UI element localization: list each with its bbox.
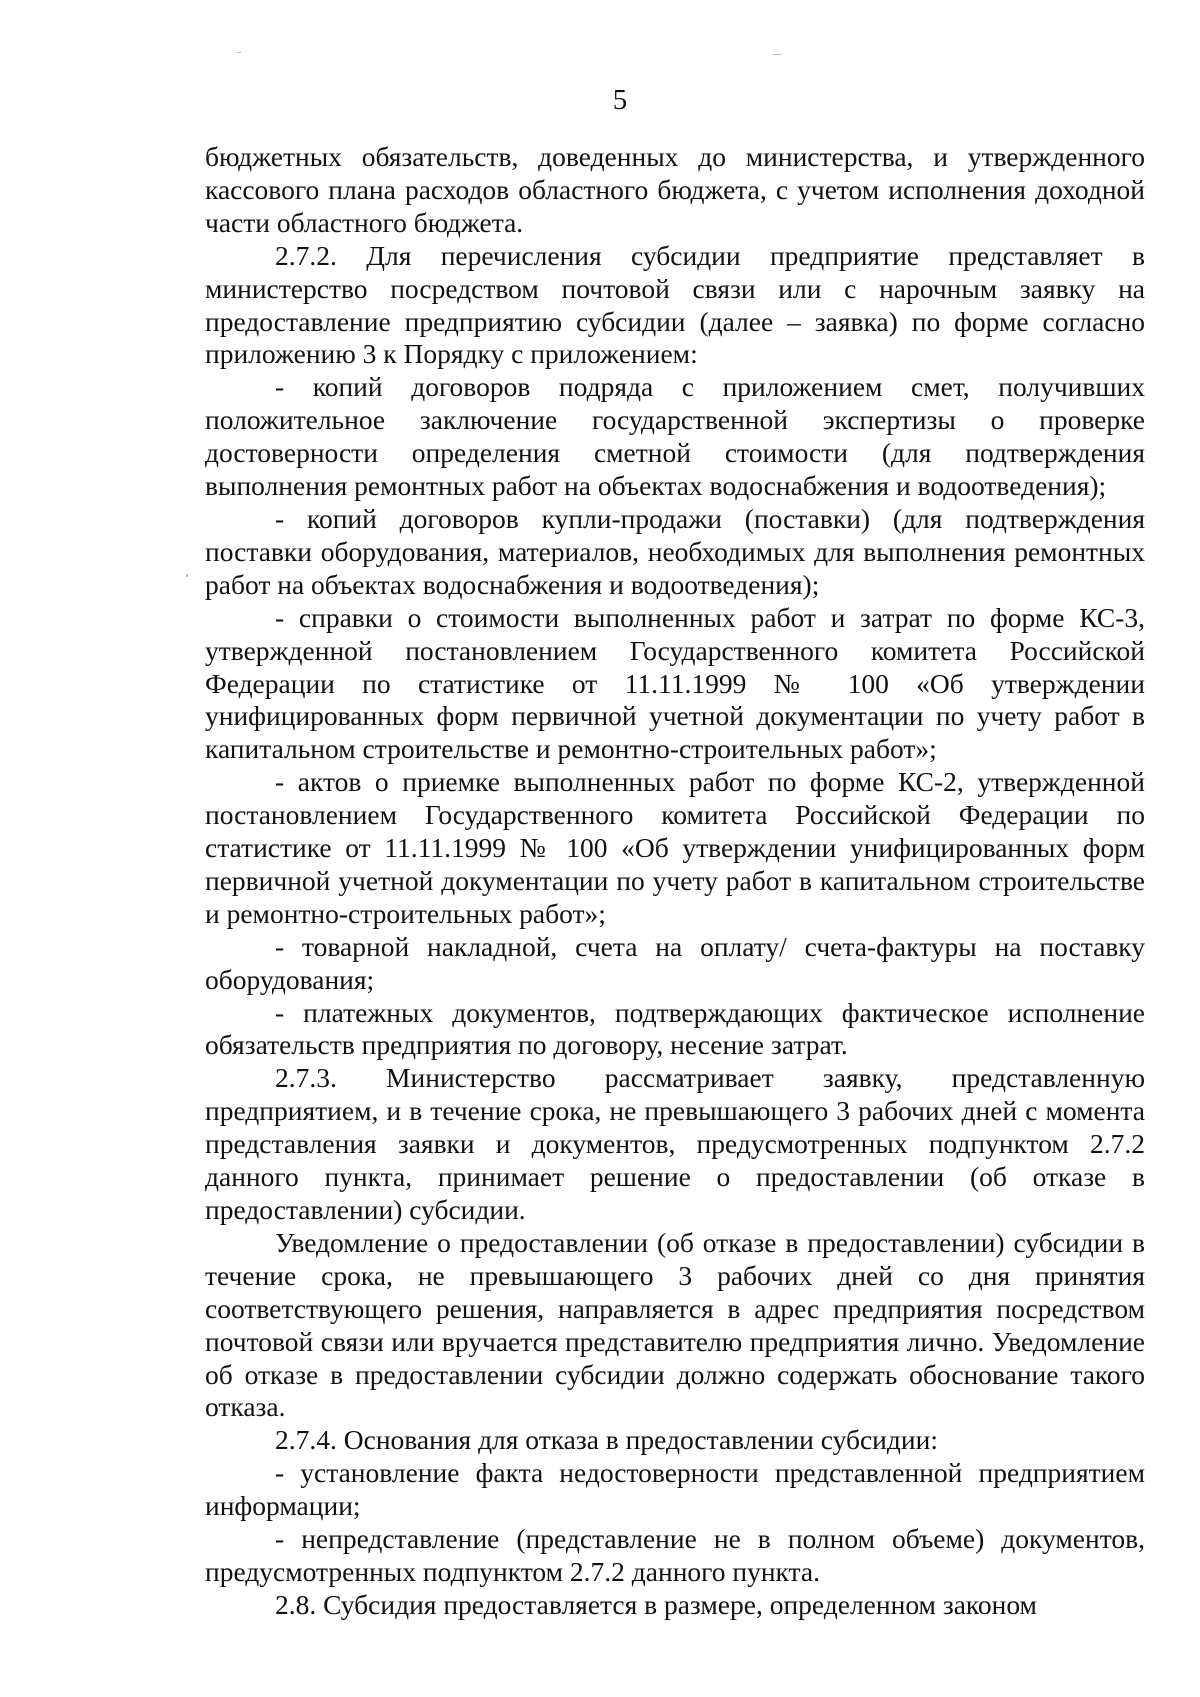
paragraph: 2.7.3. Министерство рассматривает заявку, представленную предприятием, и в течение срока, не превышающего 3 рабочих дней с момента представления заявки и документов, предусмотренных подпунктом 2.7.2 данного пункта, принимает решение о предоставлении (об отказе в предоставлении) субсидии. xyxy=(205,1062,1145,1225)
paragraph: - непредставление (представление не в полном объеме) документов, предусмотренных подпунктом 2.7.2 данного пункта. xyxy=(205,1523,1145,1587)
paragraph: - товарной накладной, счета на оплату/ счета-фактуры на поставку оборудования; xyxy=(205,930,1145,995)
paragraph: - платежных документов, подтверждающих фактическое исполнение обязательств предприятия по договору, несение затрат. xyxy=(205,996,1145,1061)
paragraph: - актов о приемке выполненных работ по форме КС-2, утвержденной постановлением Государственного комитета Российской Федерации по статистике от 11.11.1999 № 100 «Об утверждении унифицированных форм первичной учетной документации по учету работ в капитальном строительстве и ремонтно-строительных работ»; xyxy=(205,766,1145,929)
paragraph: - справки о стоимости выполненных работ и затрат по форме КС-3, утвержденной постановлением Государственного комитета Российской Федерации по статистике от 11.11.1999 № 100 «Об утверждении унифицированных форм первичной учетной документации по учету работ в капитальном строительстве и ремонтно-строительных работ»; xyxy=(205,601,1145,765)
paragraph: 2.7.2. Для перечисления субсидии предприятие представляет в министерство посредством почтовой связи или с нарочным заявку на предоставление предприятию субсидии (далее – заявка) по форме согласно приложению 3 к Порядку с приложением: xyxy=(205,239,1145,370)
scan-speck xyxy=(237,52,241,53)
paragraph: - копий договоров купли-продажи (поставки) (для подтверждения поставки оборудования, материалов, необходимых для выполнения ремонтных работ на объектах водоснабжения и водоотведения); xyxy=(205,502,1145,600)
paragraph: 2.7.4. Основания для отказа в предоставлении субсидии: xyxy=(275,1424,938,1456)
paragraph: бюджетных обязательств, доведенных до министерства, и утвержденного кассового плана расходов областного бюджета, с учетом исполнения доходной части областного бюджета. xyxy=(205,141,1145,238)
document-body xyxy=(205,141,1145,1622)
paragraph: - копий договоров подряда с приложением смет, получивших положительное заключение государственной экспертизы о проверке достоверности определения сметной стоимости (для подтверждения выполнения ремонтных работ на объектах водоснабжения и водоотведения); xyxy=(205,371,1145,502)
paragraph: Уведомление о предоставлении (об отказе в предоставлении) субсидии в течение срока, не превышающего 3 рабочих дней со дня принятия соответствующего решения, направляется в адрес предприятия посредством почтовой связи или вручается представителю предприятия лично. Уведомление об отказе в предоставлении субсидии должно содержать обоснование такого отказа. xyxy=(205,1226,1145,1423)
scan-speck xyxy=(773,54,781,55)
paragraph: 2.8. Субсидия предоставляется в размере, определенном законом xyxy=(275,1588,1037,1620)
scan-speck xyxy=(186,574,188,577)
paragraph: - установление факта недостоверности представленной предприятием информации; xyxy=(205,1457,1145,1522)
page-number: 5 xyxy=(612,84,628,116)
